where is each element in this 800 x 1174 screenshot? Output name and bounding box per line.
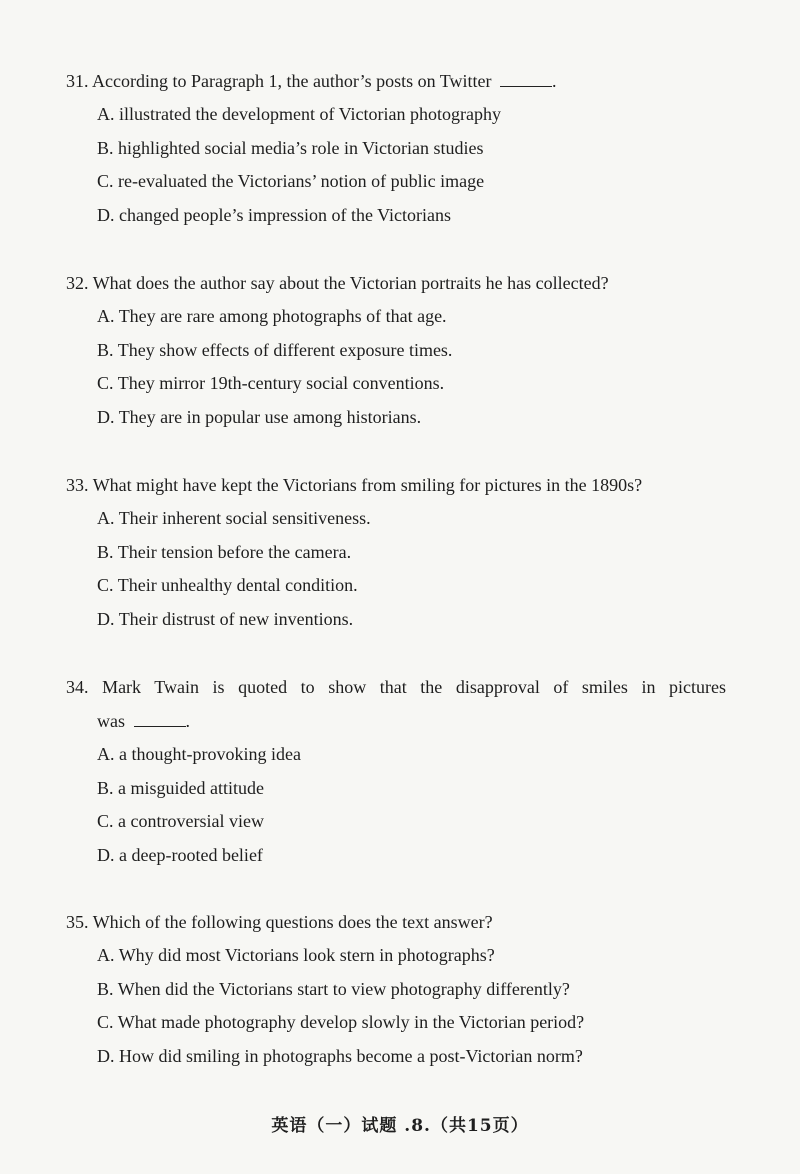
- option-text: They show effects of different exposure times.: [117, 339, 453, 360]
- option-letter: A.: [97, 508, 115, 528]
- option-d: [97, 603, 726, 637]
- question-number: 35.: [66, 912, 89, 932]
- question-stem-continued: [66, 704, 726, 738]
- option-a: [97, 738, 726, 772]
- option-letter: C.: [97, 811, 114, 832]
- option-c: [97, 569, 726, 603]
- options-list: [66, 98, 726, 232]
- option-text: Their tension before the camera.: [117, 541, 352, 562]
- option-letter: A.: [97, 744, 115, 764]
- option-text: re-evaluated the Victorians’ notion of public image: [118, 171, 485, 192]
- option-text: How did smiling in photographs become a post-Victorian norm?: [119, 1045, 583, 1066]
- option-letter: A.: [97, 306, 115, 326]
- option-b: [97, 973, 726, 1007]
- option-d: [97, 839, 726, 873]
- option-d: [97, 1040, 726, 1074]
- option-text: They are in popular use among historians.: [118, 406, 422, 427]
- option-text: Their distrust of new inventions.: [118, 608, 354, 629]
- option-letter: C.: [97, 171, 114, 192]
- question-33: [66, 468, 726, 636]
- option-letter: B.: [97, 541, 114, 562]
- option-letter: D.: [97, 1045, 115, 1066]
- option-c: [97, 1006, 726, 1040]
- option-text: What made photography develop slowly in the Victorian period?: [117, 1012, 585, 1033]
- option-letter: B.: [97, 339, 114, 360]
- option-text: a deep-rooted belief: [119, 844, 263, 865]
- options-list: [66, 738, 726, 872]
- option-a: [97, 300, 726, 334]
- option-d: [97, 401, 726, 435]
- options-list: [66, 300, 726, 434]
- option-text: highlighted social media’s role in Victorian studies: [118, 137, 484, 158]
- option-text: Their unhealthy dental condition.: [117, 575, 358, 596]
- question-stem: [66, 905, 726, 939]
- question-35: [66, 905, 726, 1073]
- question-number: 32.: [66, 273, 89, 293]
- option-text: When did the Victorians start to view photography differently?: [117, 978, 570, 999]
- question-end-mark: .: [552, 71, 557, 91]
- option-letter: D.: [97, 406, 115, 427]
- option-b: [97, 132, 726, 166]
- option-text: changed people’s impression of the Victorians: [119, 204, 452, 225]
- option-text: They are rare among photographs of that age.: [118, 306, 447, 326]
- option-b: [97, 334, 726, 368]
- question-text: Which of the following questions does the text answer?: [92, 912, 493, 932]
- option-letter: A.: [97, 104, 115, 124]
- option-text: a controversial view: [118, 811, 264, 832]
- option-b: [97, 536, 726, 570]
- question-end-mark: .: [185, 711, 190, 731]
- option-letter: B.: [97, 137, 114, 158]
- question-text: According to Paragraph 1, the author’s posts on Twitter: [92, 71, 492, 91]
- question-text-continued: was: [97, 711, 125, 731]
- option-a: [97, 98, 726, 132]
- option-letter: A.: [97, 945, 115, 965]
- option-letter: C.: [97, 575, 114, 596]
- option-letter: B.: [97, 777, 114, 798]
- option-letter: B.: [97, 978, 114, 999]
- options-list: [66, 502, 726, 636]
- option-letter: C.: [97, 1012, 114, 1033]
- question-34: [66, 670, 726, 872]
- question-32: [66, 266, 726, 434]
- option-letter: C.: [97, 373, 114, 394]
- option-text: Their inherent social sensitiveness.: [118, 508, 371, 528]
- page-footer: 英语（一）试题 .8.（共15页）: [271, 1116, 529, 1136]
- question-stem: [66, 64, 726, 98]
- question-number: 31.: [66, 71, 89, 91]
- option-c: [97, 165, 726, 199]
- option-a: [97, 939, 726, 973]
- option-letter: D.: [97, 608, 115, 629]
- question-number: 34.: [66, 677, 89, 697]
- option-text: Why did most Victorians look stern in photographs?: [118, 945, 495, 965]
- option-c: [97, 367, 726, 401]
- question-stem: [66, 670, 726, 704]
- option-d: [97, 199, 726, 233]
- option-text: They mirror 19th-century social conventions.: [117, 373, 445, 394]
- answer-blank: [134, 712, 186, 727]
- option-letter: D.: [97, 204, 115, 225]
- option-text: a thought-provoking idea: [119, 744, 301, 764]
- question-text: What does the author say about the Victorian portraits he has collected?: [92, 273, 609, 293]
- question-text: Mark Twain is quoted to show that the disapproval of smiles in pictures: [102, 677, 726, 697]
- question-text: What might have kept the Victorians from smiling for pictures in the 1890s?: [92, 475, 643, 495]
- option-a: [97, 502, 726, 536]
- question-number: 33.: [66, 475, 89, 495]
- option-text: illustrated the development of Victorian photography: [119, 104, 501, 124]
- options-list: [66, 939, 726, 1073]
- option-text: a misguided attitude: [118, 777, 264, 798]
- question-stem: [66, 266, 726, 300]
- option-b: [97, 772, 726, 806]
- question-stem: [66, 468, 726, 502]
- option-letter: D.: [97, 844, 115, 865]
- question-31: [66, 64, 726, 232]
- answer-blank: [500, 72, 552, 87]
- option-c: [97, 805, 726, 839]
